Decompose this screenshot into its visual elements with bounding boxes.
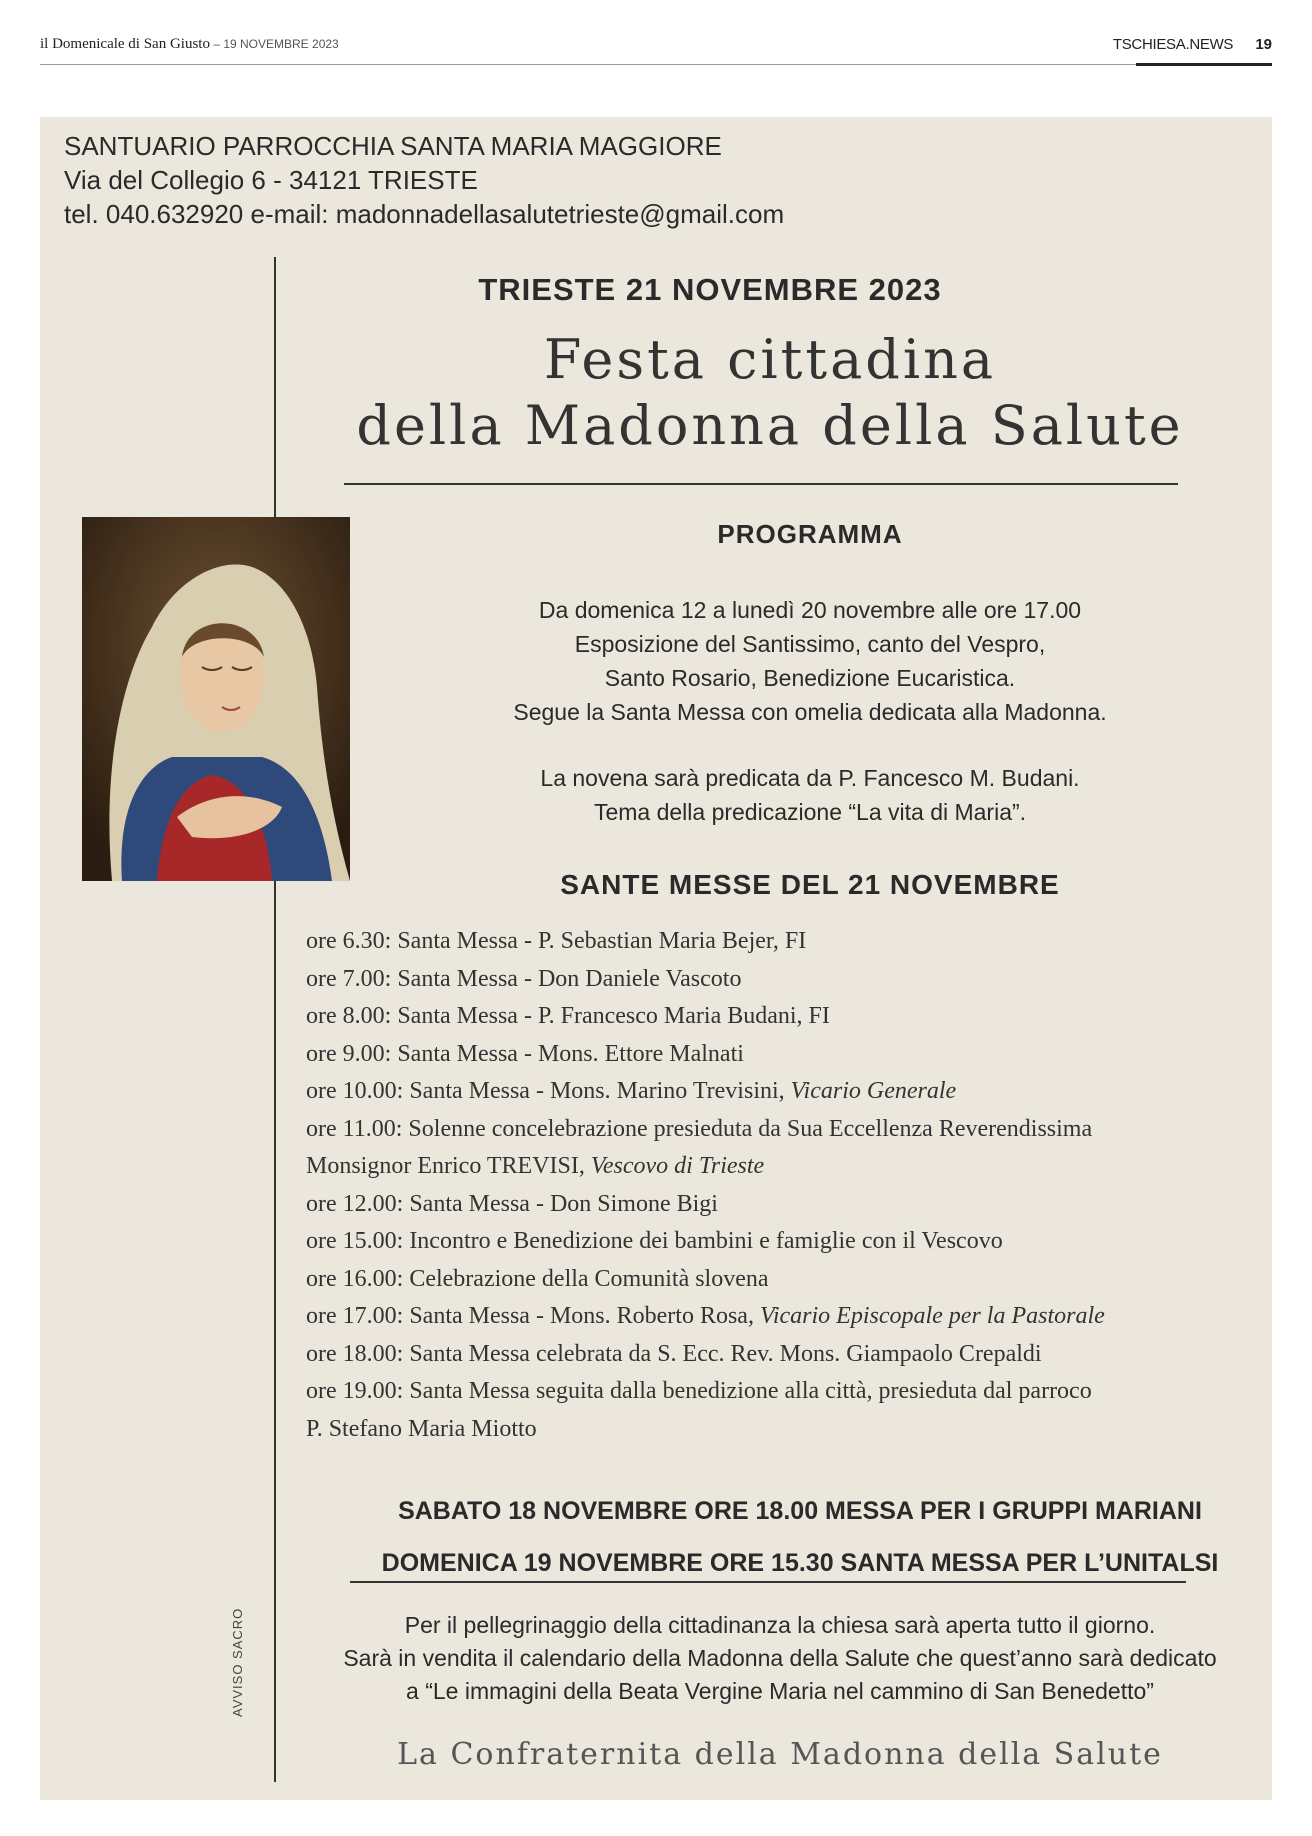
programma-line: Esposizione del Santissimo, canto del Vespro,: [574, 631, 1046, 657]
mass-text: ore 11.00: Solenne concelebrazione presieduta da Sua Eccellenza Reverendissima: [306, 1115, 1093, 1142]
programma-line: Da domenica 12 a lunedì 20 novembre alle ore 17.00: [538, 597, 1082, 623]
mass-text: ore 7.00: Santa Messa - Don Daniele Vascoto: [306, 965, 742, 992]
mass-item: [306, 1036, 1105, 1074]
parish-info: [64, 129, 784, 231]
programma-heading: PROGRAMMA: [717, 519, 903, 549]
parish-name: SANTUARIO PARROCCHIA SANTA MARIA MAGGIORE: [64, 131, 722, 161]
mass-text: P. Stefano Maria Miotto: [306, 1415, 537, 1442]
mass-item: [306, 1073, 1105, 1111]
novena-line: La novena sarà predicata da P. Fancesco M. Budani.: [540, 765, 1080, 791]
mass-item: [306, 1298, 1105, 1336]
mass-item: [306, 998, 1105, 1036]
masses-heading: SANTE MESSE DEL 21 NOVEMBRE: [560, 869, 1060, 900]
mass-role: Vescovo di Trieste: [590, 1153, 765, 1179]
mass-text: ore 15.00: Incontro e Benedizione dei bambini e famiglie con il Vescovo: [306, 1228, 1003, 1254]
mass-item: [306, 1186, 1105, 1224]
site-name: TSCHIESA.NEWS: [1112, 36, 1234, 53]
announcement-divider: [350, 1581, 1186, 1583]
mass-text: ore 17.00: Santa Messa - Mons. Roberto Rosa,: [306, 1303, 760, 1329]
mass-item: [306, 961, 1105, 999]
novena-line: Tema della predicazione “La vita di Maria”.: [593, 799, 1027, 825]
madonna-painting-image: [82, 517, 350, 881]
mass-text: ore 9.00: Santa Messa - Mons. Ettore Malnati: [306, 1040, 744, 1067]
page-number: 19: [1255, 36, 1272, 53]
sabato-announcement: SABATO 18 NOVEMBRE ORE 18.00 MESSA PER I GRUPPI MARIANI: [398, 1497, 1202, 1525]
mass-item: [306, 1411, 1105, 1449]
mass-text: ore 19.00: Santa Messa seguita dalla benedizione alla città, presieduta dal parroco: [306, 1378, 1092, 1404]
header-right: [1113, 36, 1272, 53]
mass-item: [306, 1336, 1105, 1374]
publication-separator: –: [209, 37, 224, 51]
closing-line: Per il pellegrinaggio della cittadinanza la chiesa sarà aperta tutto il giorno.: [404, 1612, 1156, 1638]
masses-list: [306, 923, 1105, 1448]
page-header: [40, 36, 1272, 64]
parish-contacts: tel. 040.632920 e-mail: madonnadellasalutetrieste@gmail.com: [64, 199, 785, 229]
publication-name: il Domenicale di San Giusto: [40, 36, 210, 52]
vertical-divider: [274, 257, 276, 1782]
mass-text: ore 12.00: Santa Messa - Don Simone Bigi: [306, 1190, 718, 1217]
mass-item: [306, 1223, 1105, 1261]
mass-text: Monsignor Enrico TREVISI,: [306, 1153, 591, 1179]
programma-line: Segue la Santa Messa con omelia dedicata alla Madonna.: [513, 699, 1107, 725]
confraternity-signature: La Confraternita della Madonna della Salute: [397, 1737, 1163, 1772]
sacred-notice: [40, 117, 1272, 1800]
parish-address: Via del Collegio 6 - 34121 TRIESTE: [64, 165, 478, 195]
header-publication: [40, 36, 339, 53]
festival-title-line-1: Festa cittadina: [543, 328, 997, 391]
mass-text: ore 6.30: Santa Messa - P. Sebastian Maria Bejer, FI: [306, 928, 807, 954]
mass-text: ore 16.00: Celebrazione della Comunità slovena: [306, 1265, 769, 1292]
mass-item: [306, 1261, 1105, 1299]
festival-title-line-2: della Madonna della Salute: [356, 394, 1184, 457]
mass-item: [306, 1111, 1105, 1149]
mass-item: [306, 1373, 1105, 1411]
programma-line: Santo Rosario, Benedizione Eucaristica.: [604, 665, 1016, 691]
mass-item: [306, 923, 1105, 961]
festival-title: [300, 327, 1240, 459]
mass-text: ore 10.00: Santa Messa - Mons. Marino Trevisini,: [306, 1078, 791, 1104]
header-accent-divider: [1136, 63, 1272, 66]
closing-line: Sarà in vendita il calendario della Madonna della Salute che quest’anno sarà dedicato: [343, 1645, 1217, 1671]
mass-text: ore 18.00: Santa Messa celebrata da S. Ecc. Rev. Mons. Giampaolo Crepaldi: [306, 1340, 1042, 1367]
event-date-title: TRIESTE 21 NOVEMBRE 2023: [478, 272, 942, 307]
publication-date: 19 NOVEMBRE 2023: [223, 37, 339, 51]
title-divider: [344, 483, 1178, 485]
domenica-announcement: DOMENICA 19 NOVEMBRE ORE 15.30 SANTA MESSA PER L’UNITALSI: [381, 1549, 1219, 1577]
side-label: AVVISO SACRO: [230, 1607, 245, 1717]
mass-text: ore 8.00: Santa Messa - P. Francesco Maria Budani, FI: [306, 1003, 830, 1029]
mass-item: [306, 1148, 1105, 1186]
programma-text: [370, 593, 1250, 729]
novena-text: [370, 761, 1250, 829]
closing-line: a “Le immagini della Beata Vergine Maria nel cammino di San Benedetto”: [406, 1678, 1154, 1704]
header-divider: [40, 64, 1272, 65]
closing-text: [290, 1609, 1270, 1708]
mass-role: Vicario Episcopale per la Pastorale: [759, 1303, 1105, 1329]
mass-role: Vicario Generale: [790, 1078, 957, 1104]
